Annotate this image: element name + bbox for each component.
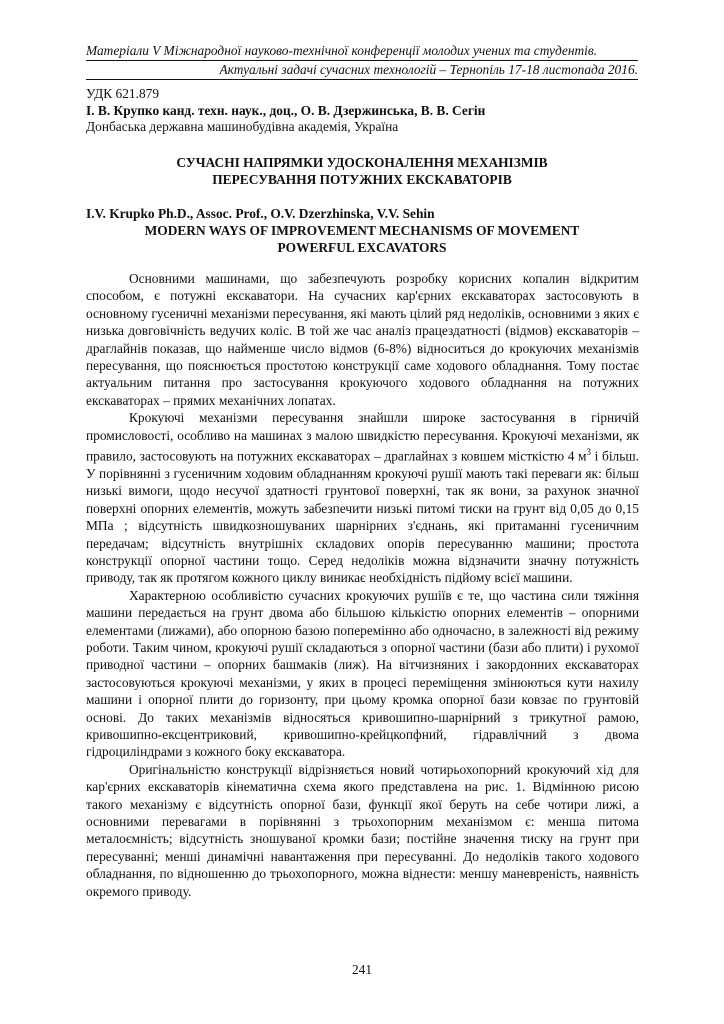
paragraph-3: Характерною особливістю сучасних крокуючих рушіїв є те, що частина сили тяжіння машини передається на грунт двома або більшою кількістю опорних елементів – опорними елементами (лижами), або опорною базою поперемінно або одночасно, в залежності від режиму роботи. Таким чином, крокуючі рушії складаються з опорної частини (бази або плити) і рухомої приводної частини – опорних башмаків (лиж). На вітчизняних і закордонних екскаваторах застосовуються крокуючі механізми, у яких в процесі переміщення змінюються кути нахилу машини і опорної плити до горизонту, при цьому кромка опорної бази ковзає по грунтовій основі. До таких механізмів відносяться кривошипно-шарнірний з трикутної рамою, кривошипно-ексцентриковий, кривошипно-крейцкопфний, гідравлічний з двома гідроциліндрами з кожного боку екскаватора. <box>86 587 639 760</box>
title-en-line-1: MODERN WAYS OF IMPROVEMENT MECHANISMS OF MOVEMENT <box>144 223 580 238</box>
header-rule-2 <box>86 79 638 80</box>
title-ua <box>86 154 638 188</box>
title-ua-line-2: ПЕРЕСУВАННЯ ПОТУЖНИХ ЕКСКАВАТОРІВ <box>212 172 512 187</box>
paragraph-4: Оригінальністю конструкції відрізняється новий чотирьохопорний крокуючий хід для кар'єрних екскаваторів кінематична схема якого представлена на рис. 1. Відмінною рисою такого механізму є відсутність опорної бази, функції якої беруть на себе чотири лижі, а основними перевагами в порівнянні з трьохопорним механізмом є: менша питома металоємність; відсутність зношуваної кромки бази; постійне значення тиску на грунт при пересуванні; менші динамічні навантаження при пересуванні. До недоліків такого ходового обладнання, по відношенню до трьохопорного, можна віднести: меншу маневреність, наявність окремого приводу. <box>86 761 639 899</box>
title-en <box>86 222 638 256</box>
header-line-1: Матеріали V Міжнародної науково-технічної конференції молодих учених та студентів. <box>86 43 598 58</box>
cubic-superscript: 3 <box>586 447 592 458</box>
title-ua-line-1: СУЧАСНІ НАПРЯМКИ УДОСКОНАЛЕННЯ МЕХАНІЗМІВ <box>176 155 548 170</box>
authors-en: I.V. Krupko Ph.D., Assoc. Prof., O.V. Dzerzhinska, V.V. Sehin <box>86 206 435 221</box>
article-meta <box>86 86 646 136</box>
title-en-line-2: POWERFUL EXCAVATORS <box>277 240 447 255</box>
page-number: 241 <box>351 962 373 977</box>
paragraph-2 <box>86 409 639 587</box>
paragraph-2-part-1: Крокуючі механізми пересування знайшли широке застосування в гірничій промисловості, особливо на машинах з малою швидкістю пересування. Крокуючі механізми, як правило, застосовують на потужних екскаваторах – драглайнах з ковшем місткістю 4 м <box>86 410 639 464</box>
udc-code: УДК 621.879 <box>86 86 160 101</box>
paragraph-2-part-2: і більш. У порівнянні з гусеничним ходовим обладнанням крокуючі рушії мають такі переваги як: більш низькі вимоги, щодо несучої здатності грунтової поверхні, так як вони, за рахунок значної поверхні опорних елементів, можуть забезпечити низькі питомі тиски на грунт від 0,05 до 0,15 МПа ; відсутність швидкозношуваних шарнірних з'єднань, які притаманні гусеничним передачам; відсутність внутрішніх складових опорів пересуванню машини; простота конструкції опорної частини тощо. Серед недоліків можна відзначити значну потужність приводу, так як протягом кожного циклу виникає необхідність підйому всієї машини. <box>86 448 639 586</box>
paragraph-1: Основними машинами, що забезпечують розробку корисних копалин відкритим способом, є потужні екскаватори. На сучасних кар'єрних екскаваторах застосовують в основному гусеничні механізми пересування, які мають цілий ряд недоліків, основними з яких є низька довговічність ведучих коліс. В той же час аналіз працездатності (відмов) екскаваторів – драглайнів показав, що найменше число відмов (6-8%) відноситься до крокуючих механізмів пересування, що пояснюється простотою конструкції саме ходового обладнання. Тому постає актуальним питання про застосування крокуючого ходового обладнання на потужних екскаваторах – прямих механічних лопатах. <box>86 271 639 408</box>
affiliation: Донбаська державна машинобудівна академія, Україна <box>86 119 399 134</box>
running-header <box>86 42 638 80</box>
authors-ua: І. В. Крупко канд. техн. наук., доц., О. В. Дзержинська, В. В. Сегін <box>86 102 486 118</box>
header-line-2: Актуальні задачі сучасних технологій – Тернопіль 17-18 листопада 2016. <box>219 62 638 77</box>
article-body <box>86 270 639 900</box>
